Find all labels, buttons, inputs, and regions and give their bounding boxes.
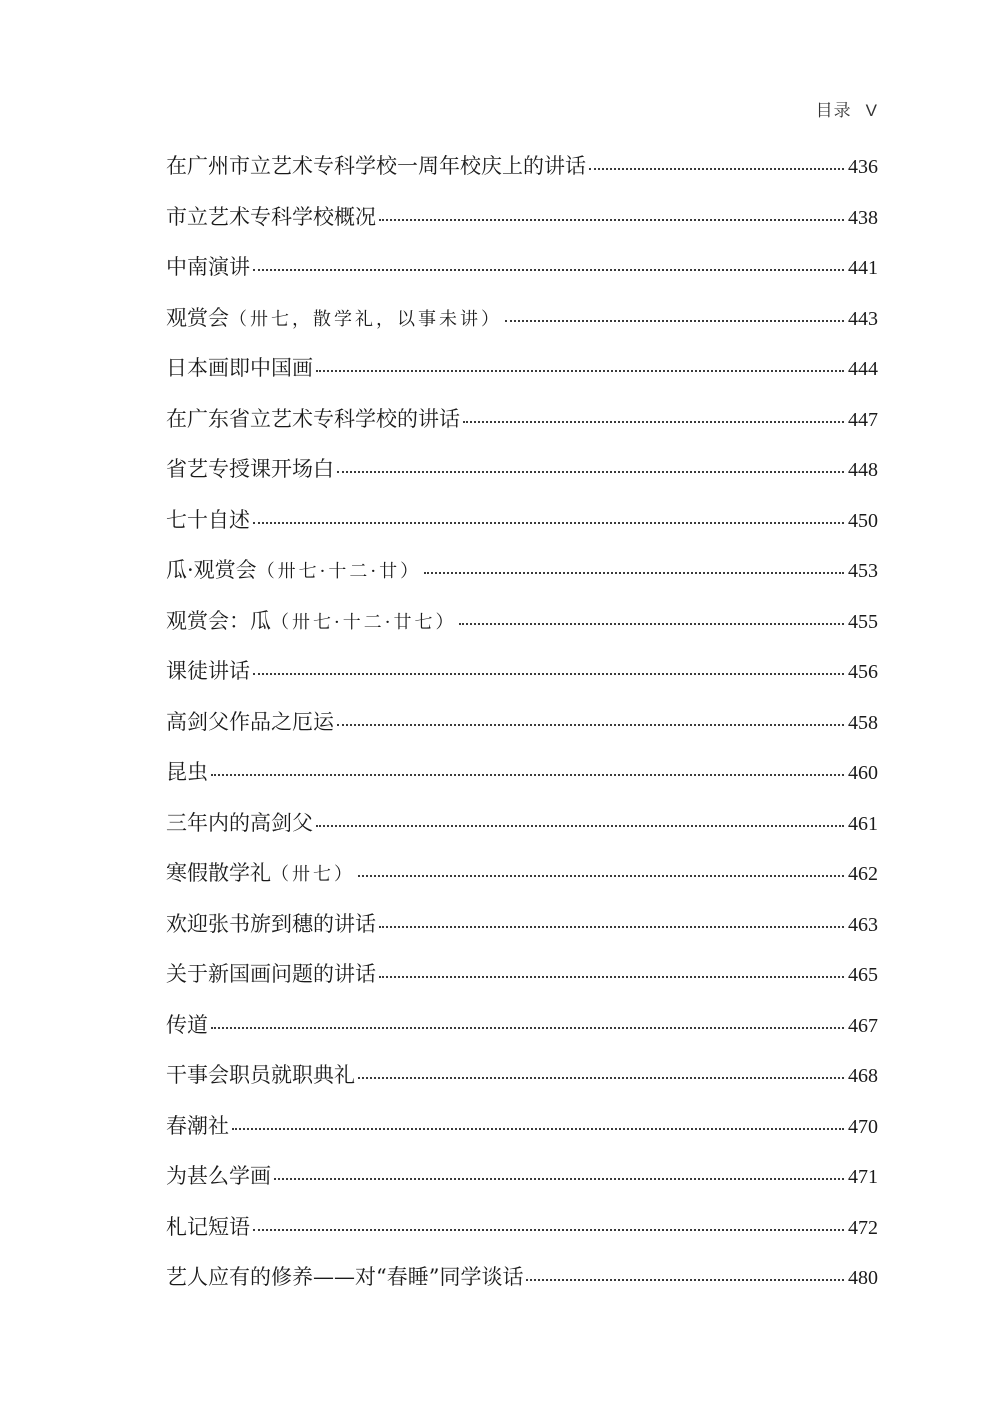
dot-leader bbox=[379, 976, 844, 978]
toc-entry-title: 市立艺术专科学校概况 bbox=[166, 204, 376, 229]
toc-entry-page: 471 bbox=[848, 1166, 878, 1188]
toc-entry-page: 463 bbox=[848, 913, 878, 936]
toc-entry-note: （卅七·十二·廿七） bbox=[271, 611, 457, 633]
toc-entry-title: 为甚么学画 bbox=[166, 1164, 271, 1188]
toc-entry[interactable] bbox=[166, 150, 878, 201]
toc-entry-title: 观赏会 bbox=[166, 305, 229, 330]
dot-leader bbox=[358, 875, 844, 877]
dot-leader bbox=[463, 421, 844, 423]
toc-entry[interactable] bbox=[166, 1261, 878, 1312]
toc-entry-page: 438 bbox=[848, 206, 878, 229]
toc-entry-title: 札记短语 bbox=[166, 1214, 250, 1239]
toc-entry-page: 458 bbox=[848, 711, 878, 734]
dot-leader bbox=[526, 1279, 844, 1281]
toc-entry[interactable] bbox=[166, 605, 878, 656]
toc-entry-note: （卅七，散学礼，以事未讲） bbox=[229, 308, 502, 330]
dot-leader bbox=[316, 370, 844, 372]
dot-leader bbox=[337, 724, 844, 726]
toc-entry[interactable] bbox=[166, 857, 878, 908]
toc-entry[interactable] bbox=[166, 251, 878, 302]
toc-entry-title: 欢迎张书旂到穗的讲话 bbox=[166, 911, 376, 936]
toc-entry-page: 448 bbox=[848, 459, 878, 481]
dot-leader bbox=[211, 774, 844, 776]
toc-entry[interactable] bbox=[166, 1211, 878, 1262]
toc-entry[interactable] bbox=[166, 756, 878, 807]
toc-entry[interactable] bbox=[166, 1160, 878, 1211]
toc-entry-note: （卅七） bbox=[271, 864, 355, 885]
toc-entry-title: 观赏会：瓜 bbox=[166, 608, 271, 633]
dot-leader bbox=[358, 1077, 844, 1079]
dot-leader bbox=[505, 320, 844, 322]
toc-entry-title: 昆虫 bbox=[166, 760, 208, 784]
toc-entry-page: 480 bbox=[848, 1267, 878, 1289]
toc-entry-page: 460 bbox=[848, 762, 878, 784]
table-of-contents bbox=[166, 150, 878, 1312]
toc-entry[interactable] bbox=[166, 352, 878, 403]
toc-entry-page: 462 bbox=[848, 863, 878, 885]
dot-leader bbox=[232, 1128, 844, 1130]
toc-entry[interactable] bbox=[166, 706, 878, 757]
toc-entry-page: 470 bbox=[848, 1115, 878, 1138]
dot-leader bbox=[211, 1027, 844, 1029]
toc-entry[interactable] bbox=[166, 655, 878, 706]
toc-entry-title: 七十自述 bbox=[166, 507, 250, 532]
toc-entry-page: 447 bbox=[848, 408, 878, 431]
toc-entry-page: 467 bbox=[848, 1014, 878, 1037]
toc-entry[interactable] bbox=[166, 504, 878, 555]
toc-entry[interactable] bbox=[166, 958, 878, 1009]
toc-entry-page: 455 bbox=[848, 610, 878, 633]
toc-entry-note: （卅七·十二·廿） bbox=[256, 561, 422, 582]
toc-entry-title: 高剑父作品之厄运 bbox=[166, 709, 334, 734]
toc-entry-title: 瓜·观赏会 bbox=[166, 558, 257, 582]
toc-entry-page: 461 bbox=[848, 812, 878, 835]
toc-entry-title: 春潮社 bbox=[166, 1113, 229, 1138]
running-header bbox=[816, 96, 878, 121]
toc-entry[interactable] bbox=[166, 554, 878, 605]
dot-leader bbox=[253, 1229, 844, 1231]
toc-entry-page: 465 bbox=[848, 964, 878, 986]
toc-entry-title: 在广州市立艺术专科学校一周年校庆上的讲话 bbox=[166, 154, 586, 178]
toc-entry[interactable] bbox=[166, 1059, 878, 1110]
toc-entry-title: 日本画即中国画 bbox=[166, 356, 313, 380]
toc-entry[interactable] bbox=[166, 1009, 878, 1060]
dot-leader bbox=[253, 269, 844, 271]
toc-entry-title: 干事会职员就职典礼 bbox=[166, 1063, 355, 1087]
toc-entry-page: 472 bbox=[848, 1216, 878, 1239]
toc-entry-title: 课徒讲话 bbox=[166, 659, 250, 683]
toc-entry[interactable] bbox=[166, 908, 878, 959]
toc-entry-page: 456 bbox=[848, 661, 878, 683]
toc-entry[interactable] bbox=[166, 302, 878, 353]
dot-leader bbox=[337, 471, 844, 473]
toc-entry-title: 艺人应有的修养——对“春睡”同学谈话 bbox=[166, 1265, 524, 1289]
toc-entry-title: 中南演讲 bbox=[166, 255, 250, 279]
toc-entry-page: 450 bbox=[848, 509, 878, 532]
dot-leader bbox=[379, 926, 844, 928]
toc-entry-page: 468 bbox=[848, 1065, 878, 1087]
dot-leader bbox=[253, 673, 844, 675]
dot-leader bbox=[379, 219, 844, 221]
dot-leader bbox=[589, 168, 844, 170]
dot-leader bbox=[459, 623, 844, 625]
toc-entry[interactable] bbox=[166, 201, 878, 252]
toc-entry[interactable] bbox=[166, 403, 878, 454]
toc-entry-title: 关于新国画问题的讲话 bbox=[166, 962, 376, 986]
toc-entry-title: 省艺专授课开场白 bbox=[166, 457, 334, 481]
dot-leader bbox=[424, 572, 844, 574]
toc-entry-title: 在广东省立艺术专科学校的讲话 bbox=[166, 406, 460, 431]
dot-leader bbox=[253, 522, 844, 524]
toc-entry[interactable] bbox=[166, 807, 878, 858]
toc-entry-title: 寒假散学礼 bbox=[166, 861, 271, 885]
toc-entry[interactable] bbox=[166, 1110, 878, 1161]
toc-entry-page: 444 bbox=[848, 358, 878, 380]
section-title: 目录 bbox=[815, 101, 852, 120]
toc-entry-page: 441 bbox=[848, 257, 878, 279]
dot-leader bbox=[274, 1178, 844, 1180]
toc-entry-title: 传道 bbox=[166, 1012, 208, 1037]
page-number-roman: V bbox=[865, 101, 878, 120]
toc-entry-page: 436 bbox=[848, 156, 878, 178]
toc-entry[interactable] bbox=[166, 453, 878, 504]
toc-entry-title: 三年内的高剑父 bbox=[166, 810, 313, 835]
toc-entry-page: 443 bbox=[848, 307, 878, 330]
toc-entry-page: 453 bbox=[848, 560, 878, 582]
dot-leader bbox=[316, 825, 844, 827]
